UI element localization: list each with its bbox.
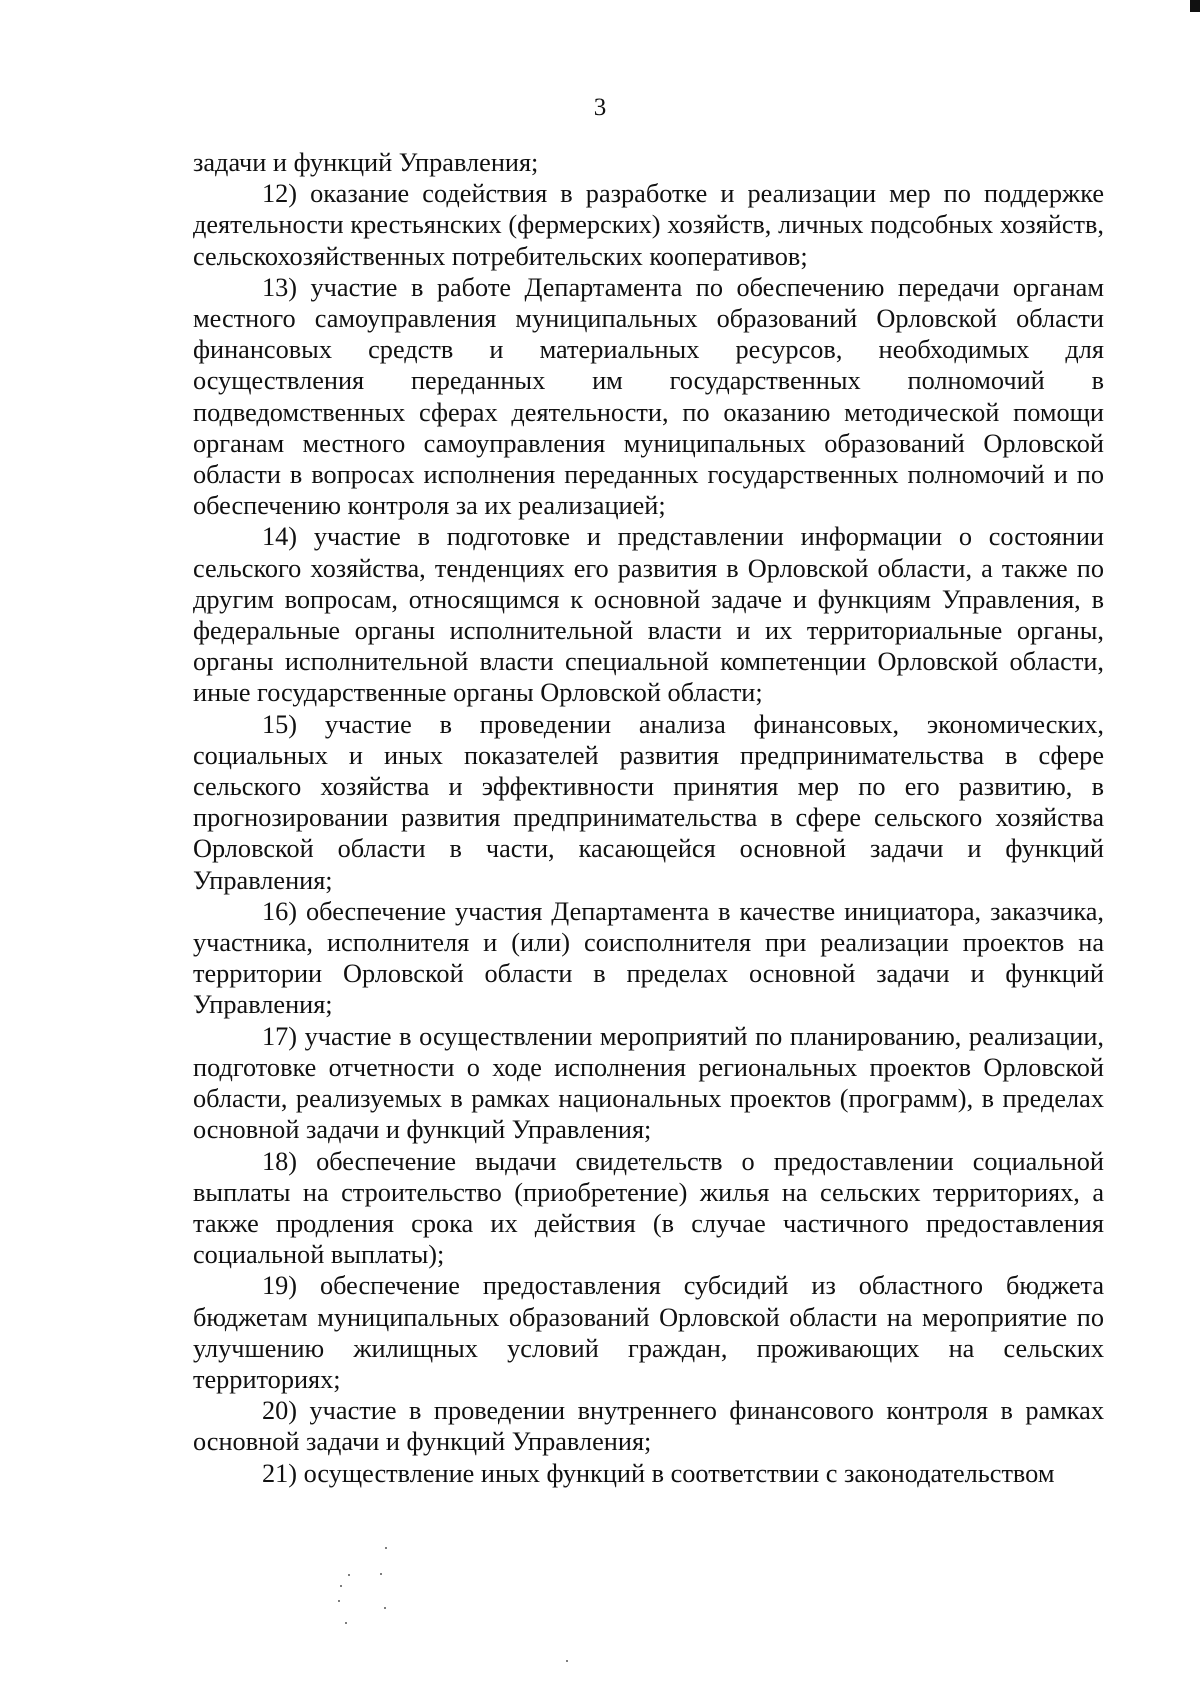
list-item-14: 14) участие в подготовке и представлении информации о состоянии сельского хозяйства, тенденциях его развития в Орловской области, а также по другим вопросам, относящимся к основной задаче и функциям Управления, в федеральные органы исполнительной власти и их территориальные органы, органы исполнительной власти специальной компетенции Орловской области, иные государственные органы Орловской области; xyxy=(193,522,1104,708)
scan-speck xyxy=(340,1585,342,1587)
list-item-21: 21) осуществление иных функций в соответствии с законодательством xyxy=(262,1458,1055,1488)
scan-speck xyxy=(384,1607,386,1609)
scan-speck xyxy=(385,1547,387,1549)
list-item-12: 12) оказание содействия в разработке и реализации мер по поддержке деятельности крестьянских (фермерских) хозяйств, личных подсобных хозяйств, сельскохозяйственных потребительских кооперативов; xyxy=(193,179,1104,271)
scan-corner-mark xyxy=(1190,0,1200,12)
scan-speck xyxy=(348,1574,350,1576)
scan-speck xyxy=(380,1573,382,1575)
scan-speck xyxy=(345,1622,347,1624)
scan-speck xyxy=(338,1600,340,1602)
list-item-13: 13) участие в работе Департамента по обеспечению передачи органам местного самоуправления муниципальных образований Орловской области финансовых средств и материальных ресурсов, необходимых для осуществления переданных им государственных полномочий в подведомственных сферах деятельности, по оказанию методической помощи органам местного самоуправления муниципальных образований Орловской области в вопросах исполнения переданных государственных полномочий и по обеспечению контроля за их реализацией; xyxy=(193,272,1104,521)
list-item-20: 20) участие в проведении внутреннего финансового контроля в рамках основной задачи и функций Управления; xyxy=(193,1396,1104,1457)
list-item-18: 18) обеспечение выдачи свидетельств о предоставлении социальной выплаты на строительство (приобретение) жилья на сельских территориях, а также продления срока их действия (в случае частичного предоставления социальной выплаты); xyxy=(193,1146,1104,1270)
list-item-17: 17) участие в осуществлении мероприятий по планированию, реализации, подготовке отчетности о ходе исполнения региональных проектов Орловской области, реализуемых в рамках национальных проектов (программ), в пределах основной задачи и функций Управления; xyxy=(193,1021,1104,1145)
list-item-15: 15) участие в проведении анализа финансовых, экономических, социальных и иных показателей развития предпринимательства в сфере сельского хозяйства и эффективности принятия мер по его развитию, в прогнозировании развития предпринимательства в сфере сельского хозяйства Орловской области в части, касающейся основной задачи и функций Управления; xyxy=(193,709,1104,895)
list-item-16: 16) обеспечение участия Департамента в качестве инициатора, заказчика, участника, исполнителя и (или) соисполнителя при реализации проектов на территории Орловской области в пределах основной задачи и функций Управления; xyxy=(193,896,1104,1020)
list-item-19: 19) обеспечение предоставления субсидий из областного бюджета бюджетам муниципальных образований Орловской области на мероприятие по улучшению жилищных условий граждан, проживающих на сельских территориях; xyxy=(193,1271,1104,1394)
document-body xyxy=(193,147,1104,1489)
paragraph-continuation: задачи и функций Управления; xyxy=(193,148,539,177)
page-number: 3 xyxy=(593,94,607,121)
scan-speck xyxy=(566,1660,568,1662)
